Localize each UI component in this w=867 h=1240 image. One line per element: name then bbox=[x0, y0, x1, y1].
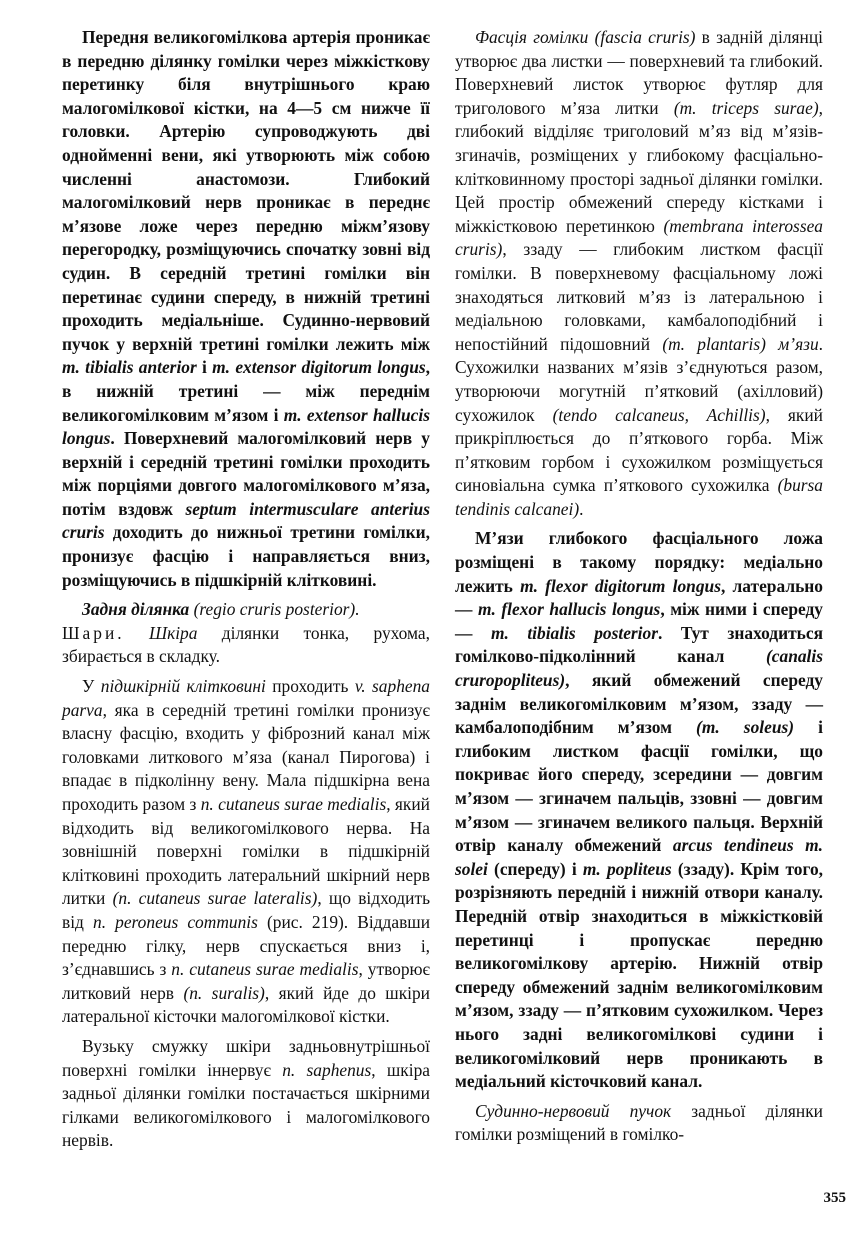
subheading-term: Фасція гомілки (fascia cruris) bbox=[475, 27, 696, 47]
page-number: 355 bbox=[823, 1190, 846, 1206]
latin-term: m. extensor digitorum longus bbox=[212, 357, 426, 378]
latin-term: (m. plantaris) м’язи bbox=[662, 333, 819, 354]
latin-term: m. flexor hallucis longus bbox=[477, 599, 661, 620]
latin-term: n. cutaneus surae medialis bbox=[171, 959, 359, 980]
paragraph-anterior-region: Передня великогомілкова артерія проникає в передню ділянку гомілки через міжкісткову перетинку біля внутрішнього краю малогомілкової кістки, на 4—5 см нижче її головки. Артерію супроводжують дві однойменні вени, які утворюють між собою численні анастомози. Глибокий малогомілковий нерв проникає в переднє м’язове ложе через передню міжм’язову перегородку, розміщуючись спочатку зовні від судин. В середній третині гомілки він перетинає судини спереду, в нижній третині проходить медіальніше. Судинно-нервовий пучок у верхній третині гомілки лежить між m. tibialis anterior і m. extensor digitorum longus, в нижній третині — між переднім великогомілковим м’язом і m. extensor hallucis longus. Поверхневий малогомілковий нерв у верхній і середній третині гомілки проходить між порціями довгого малогомілкового м’яза, потім вздовж septum intermusculare anterius cruris доходить до нижньої третини гомілки, пронизує фасцію і направляється вниз, розміщуючись в підшкірній клітковині. bbox=[62, 27, 430, 590]
skin-label: Шкіра bbox=[124, 622, 198, 643]
latin-term: septum intermusculare anterius cruris bbox=[62, 498, 430, 543]
latin-term: n. saphenus bbox=[282, 1059, 372, 1080]
latin-term: m. tibialis anterior bbox=[62, 357, 197, 378]
layers-label: Шари. bbox=[62, 622, 125, 643]
paragraph-deep-fascial-bed: М’язи глибокого фасціального ложа розміщені в такому порядку: медіально лежить m. flexor digitorum longus, латерально — m. flexor hallucis longus, між ними і спереду — m. tibialis posterior. Тут знаходиться гомілково-підколінний канал (canalis cruropopliteus), який обмежений спереду заднім великогомілковим м’язом, ззаду — камбалоподібним м’язом (m. soleus) і глибоким листком фасції гомілки, що покриває його спереду, зсередини — довгим м’язом — згиначем пальців, ззовні — довгим м’язом — згиначем великого пальця. Верхній отвір каналу обмежений arcus tendineus m. solei (спереду) і m. popliteus (ззаду). Крім того, розрізняють передній і нижній отвори каналу. Передній отвір знаходиться в міжкістковій перетинці і пропускає передню великогомілкову артерію. Нижній отвір спереду обмежений заднім великогомілковим м’язом, ззаду — п’ятковим сухожилком. Через нього задні великогомілкові судини і великогомілковий нерв проникають в медіальний кісточковий канал. bbox=[455, 528, 823, 1092]
paragraph-saphenus: Вузьку смужку шкіри задньовнутрішньої поверхні гомілки іннервує n. saphenus, шкіра задньої ділянки гомілки постачається шкірними гілками великогомілкового і малогомілкового нервів. bbox=[62, 1035, 430, 1151]
latin-term: n. peroneus communis bbox=[93, 911, 258, 932]
latin-term: (canalis cruropopliteus) bbox=[455, 646, 823, 691]
paragraph-posterior-region-heading: Задня ділянка (regio cruris posterior). Шари. Шкіра ділянки тонка, рухома, збирається в складку. bbox=[62, 599, 430, 667]
latin-term: n. cutaneus surae medialis bbox=[200, 794, 387, 814]
subheading-term: підшкірній клітковині bbox=[100, 676, 266, 697]
latin-term: m. extensor hallucis longus bbox=[62, 404, 430, 449]
latin-term: (n. cutaneus surae lateralis) bbox=[112, 888, 318, 909]
latin-term: (regio cruris posterior). bbox=[189, 599, 360, 620]
latin-term: (bursa tendinis calcanei) bbox=[455, 475, 823, 519]
latin-term: m. popliteus bbox=[582, 858, 672, 879]
left-column bbox=[62, 26, 430, 1159]
latin-term: (n. suralis) bbox=[183, 982, 265, 1003]
subheading-term: Судинно-нервовий пучок bbox=[475, 1100, 672, 1121]
paragraph-neurovascular-bundle: Судинно-нервовий пучок задньої ділянки гомілки розміщений в гомілко- bbox=[455, 1100, 823, 1145]
right-column bbox=[455, 26, 823, 1153]
section-heading: Задня ділянка bbox=[82, 599, 190, 620]
latin-term: (m. triceps surae) bbox=[673, 97, 819, 118]
paragraph-fascia-cruris: Фасція гомілки (fascia cruris) в задній ділянці утворює два листки — поверхневий та глибокий. Поверхневий листок утворює футляр для триголового м’яза литки (m. triceps surae), глибокий відділяє триголовий м’яз від м’язів-згиначів, розміщених у глибокому фасціально-клітковинному просторі задньої ділянки гомілки. Цей простір обмежений спереду кістками і міжкістковою перетинкою (membrana interossea cruris), ззаду — глибоким листком фасції гомілки. В поверхневому фасціальному ложі знаходяться литковий м’яз із латеральною і медіальною головками, камбалоподібний і непостійний підошовний (m. plantaris) м’язи. Сухожилки названих м’язів з’єднуються разом, утворюючи могутній п’ятковий (ахілловий) сухожилок (tendo calcaneus, Achillis), який прикріплюється до п’яткового горба. Між п’ятковим горбом і сухожилком розміщується синовіальна сумка п’яткового сухожилка (bursa tendinis calcanei). bbox=[455, 27, 823, 519]
latin-term: arcus tendineus m. solei bbox=[455, 835, 823, 879]
latin-term: (m. soleus) bbox=[696, 717, 795, 738]
latin-term: (membrana interossea cruris) bbox=[455, 215, 823, 260]
latin-term: m. flexor digitorum longus bbox=[520, 575, 721, 596]
latin-term: m. tibialis posterior bbox=[490, 622, 658, 643]
latin-term: (tendo calcaneus, Achillis) bbox=[552, 404, 766, 425]
paragraph-subcutaneous-tissue: У підшкірній клітковині проходить v. saphena parva, яка в середній третині гомілки пронизує власну фасцію, входить у фіброзний канал між головками литкового м’яза (канал Пирогова) і впадає в підколінну вену. Мала підшкірна вена проходить разом з n. cutaneus surae medialis, який відходить від великогомілкового нерва. На зовнішній поверхні гомілки в підшкірній клітковині проходить латеральний шкірний нерв литки (n. cutaneus surae lateralis), що відходить від n. peroneus communis (рис. 219). Віддавши передню гілку, нерв спускається вниз і, з’єднавшись з n. cutaneus surae medialis, утворює литковий нерв (n. suralis), який йде до шкіри латеральної кісточки малогомілкової кістки. bbox=[62, 676, 431, 1027]
latin-term: v. saphena parva bbox=[62, 676, 430, 720]
